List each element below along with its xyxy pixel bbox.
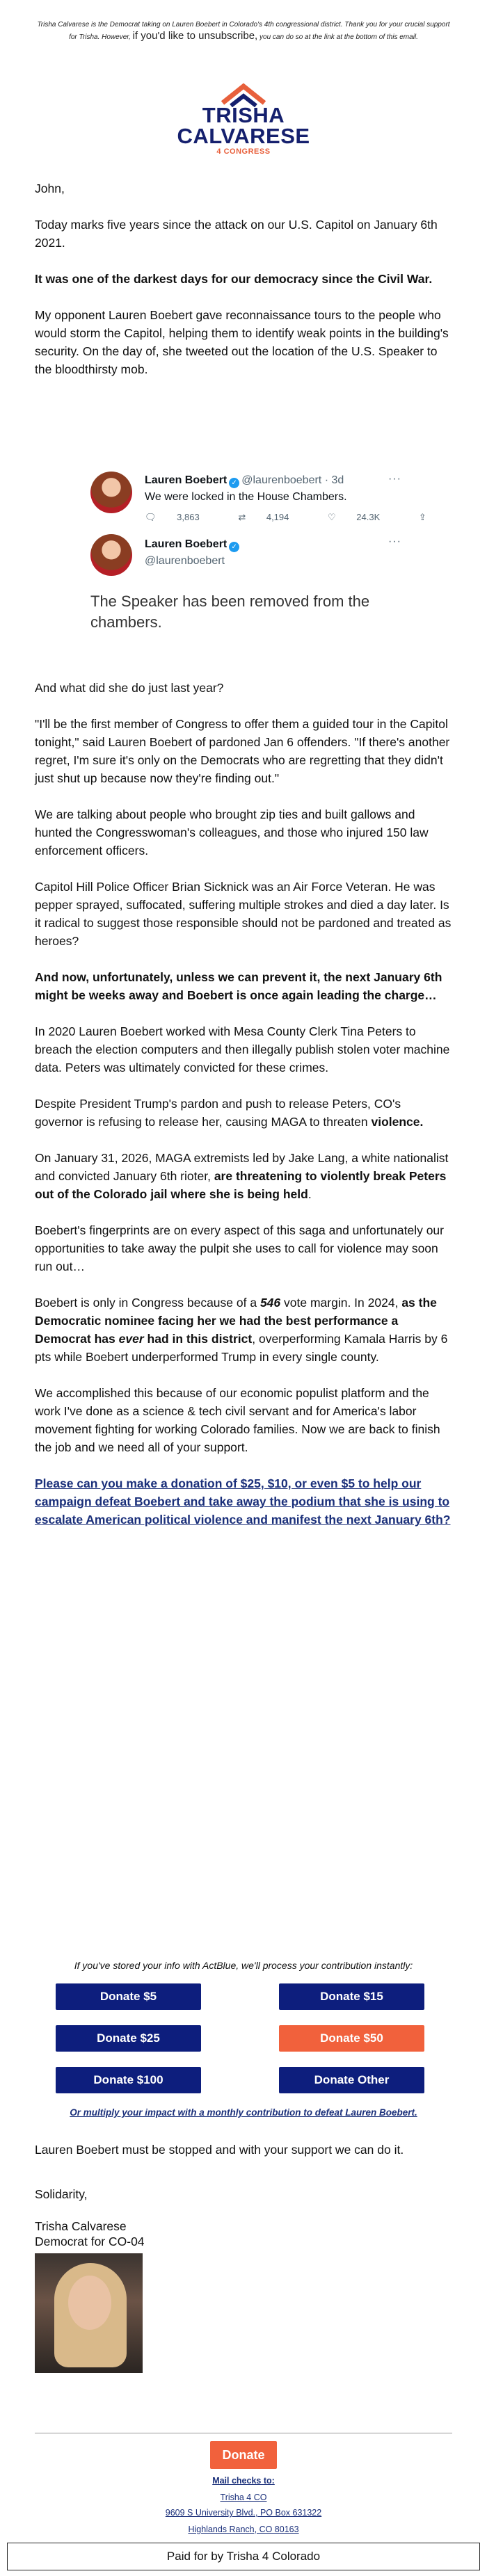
paragraph-2: It was one of the darkest days for our democracy since the Civil War. — [35, 272, 433, 286]
paragraph-5: "I'll be the first member of Congress to offer them a guided tour in the Capitol tonight," said Lauren Boebert of pardoned Jan 6 offenders. "If there's another regret, I'm sure it's only on the Democrats who are regretting that they didn't just shut up because now they're finding out." — [35, 717, 450, 785]
campaign-logo — [174, 82, 313, 159]
more-icon[interactable]: ··· — [388, 473, 401, 485]
paragraph-14: We accomplished this because of our economic populist platform and the work I've done as a science & tech civil servant and for America's labor movement fighting for working Colorado families. Now we are back to finish the job and we need all of your support. — [35, 1386, 440, 1454]
preheader — [0, 0, 487, 43]
tweet-handle: @laurenboebert — [145, 555, 225, 567]
tweet-text: The Speaker has been removed from the chambers. — [90, 593, 370, 631]
paragraph-9: In 2020 Lauren Boebert worked with Mesa County Clerk Tina Peters to breach the election computers and then illegally publish stolen voter machine data. Peters was ultimately convicted for these crimes. — [35, 1024, 450, 1074]
paragraph-10-bold: violence. — [371, 1115, 424, 1129]
paragraph-1: Today marks five years since the attack on our U.S. Capitol on January 6th 2021. — [35, 218, 438, 250]
tweet-handle: @laurenboebert — [241, 474, 322, 486]
like-count: 24.3K — [356, 512, 381, 522]
paragraph-11-text: On January 31, 2026, MAGA extremists led by Jake Lang, a white nationalist and convicted January 6th rioter, — [35, 1151, 449, 1183]
preheader-line2c: you can do so at the link at the bottom of this email. — [260, 33, 418, 41]
more-icon[interactable]: ··· — [388, 536, 401, 547]
donate-15-button[interactable]: Donate $15 — [279, 1983, 424, 2010]
paragraph-11 — [35, 1149, 452, 1203]
p13-g: , overperforming Kamala Harris by 6 pts while Boebert underperformed Trump in every single county. — [35, 1332, 448, 1364]
preheader-line2a: for Trisha. However, — [69, 33, 131, 41]
signer-name: Trisha Calvarese — [35, 2219, 127, 2233]
body-intro — [35, 179, 452, 396]
paragraph-13 — [35, 1294, 452, 1366]
paragraph-4: And what did she do just last year? — [35, 681, 224, 695]
actblue-note: If you've stored your info with ActBlue, we'll process your contribution instantly: — [74, 1960, 413, 1971]
p13-d: as the Democratic nominee facing her we had the best performance a Democrat has — [35, 1296, 437, 1346]
logo-subtitle: 4 CONGRESS — [216, 147, 271, 156]
donate-50-button[interactable]: Donate $50 — [279, 2025, 424, 2052]
tweet-author-name: Lauren Boebert — [145, 538, 227, 550]
reply-action[interactable] — [145, 512, 218, 522]
monthly-donation-link[interactable]: Or multiply your impact with a monthly contribution to defeat Lauren Boebert. — [70, 2107, 417, 2118]
p13-a: Boebert is only in Congress because of a — [35, 1296, 257, 1310]
paragraph-12: Boebert's fingerprints are on every aspect of this saga and unfortunately our opportunities to take away the pulpit she uses to call for violence may soon run out… — [35, 1223, 444, 1273]
sign-off: Solidarity, — [35, 2187, 88, 2201]
paragraph-7: Capitol Hill Police Officer Brian Sicknick was an Air Force Veteran. He was pepper sprayed, suffocated, suffering multiple strokes and died a day later. Is it radical to suggest those responsible should not be pardoned and treated as heroes? — [35, 880, 452, 948]
p13-f: had in this district — [147, 1332, 253, 1346]
mail-org: Trisha 4 CO — [220, 2493, 267, 2502]
paragraph-6: We are talking about people who brought zip ties and built gallows and hunted the Congresswoman's colleagues, and those who injured 150 law enforcement officers. — [35, 807, 429, 858]
share-icon[interactable]: ⇪ — [418, 512, 426, 522]
tweet-time: · 3d — [324, 474, 344, 486]
donate-other-button[interactable]: Donate Other — [279, 2067, 424, 2093]
like-action[interactable] — [328, 512, 398, 522]
paragraph-11-end: . — [308, 1187, 312, 1201]
tweet-author-name: Lauren Boebert — [145, 474, 227, 486]
tweet-actions — [145, 512, 445, 523]
candidate-photo — [35, 2253, 143, 2373]
paragraph-3: My opponent Lauren Boebert gave reconnaissance tours to the people who would storm the Capitol, helping them to identify weak points in the building's security. On the day of, she tweeted out the location of the U.S. Speaker to the bloodthirsty mob. — [35, 308, 449, 376]
donate-cta-link[interactable]: Please can you make a donation of $25, $10, or even $5 to help our campaign defeat Boebert and take away the podium that she is using to escalate American political violence and manifest the next January 6th? — [35, 1476, 451, 1527]
paragraph-11-bold: are threatening to violently break Peters out of the Colorado jail where she is being held — [35, 1169, 447, 1201]
logo-last-name: CALVARESE — [177, 124, 310, 148]
verified-icon: ✓ — [229, 542, 239, 552]
embedded-tweet-2[interactable] — [90, 534, 410, 638]
p13-margin: 546 — [260, 1296, 281, 1310]
unsubscribe-text: if you'd like to unsubscribe, — [132, 30, 258, 42]
mail-street: 9609 S University Blvd., PO Box 631322 — [165, 2508, 322, 2518]
closing-paragraph: Lauren Boebert must be stopped and with your support we can do it. — [35, 2143, 404, 2157]
p13-c: vote margin. In 2024, — [284, 1296, 399, 1310]
retweet-icon: ⇄ — [238, 512, 246, 522]
preheader-line1: Trisha Calvarese is the Democrat taking on Lauren Boebert in Colorado's 4th congressional district. Thank you for your crucial support — [37, 21, 450, 29]
donate-100-button[interactable]: Donate $100 — [56, 2067, 201, 2093]
verified-icon: ✓ — [229, 478, 239, 488]
paragraph-10-text: Despite President Trump's pardon and push to release Peters, CO's governor is refusing to release her, causing MAGA to threaten — [35, 1097, 401, 1129]
retweet-action[interactable] — [238, 512, 307, 522]
reply-count: 3,863 — [177, 512, 200, 522]
avatar — [90, 472, 132, 513]
mail-checks-label: Mail checks to: — [212, 2476, 275, 2486]
donate-5-button[interactable]: Donate $5 — [56, 1983, 201, 2010]
mail-city: Highlands Ranch, CO 80163 — [188, 2525, 299, 2534]
paragraph-10 — [35, 1095, 452, 1131]
avatar — [90, 534, 132, 576]
heart-icon: ♡ — [328, 512, 336, 522]
body-main — [35, 679, 452, 1547]
paid-for-disclaimer: Paid for by Trisha 4 Colorado — [7, 2543, 480, 2570]
signer-title: Democrat for CO-04 — [35, 2235, 145, 2248]
reply-icon: 🗨 — [145, 512, 157, 522]
logo-first-name: TRISHA — [202, 103, 285, 127]
donate-25-button[interactable]: Donate $25 — [56, 2025, 201, 2052]
paragraph-8: And now, unfortunately, unless we can prevent it, the next January 6th might be weeks away and Boebert is once again leading the charge… — [35, 970, 442, 1002]
greeting: John, — [35, 182, 65, 195]
tweet-text: We were locked in the House Chambers. — [145, 491, 347, 503]
footer-donate-button[interactable]: Donate — [210, 2441, 277, 2469]
p13-e: ever — [118, 1332, 144, 1346]
retweet-count: 4,194 — [266, 512, 289, 522]
